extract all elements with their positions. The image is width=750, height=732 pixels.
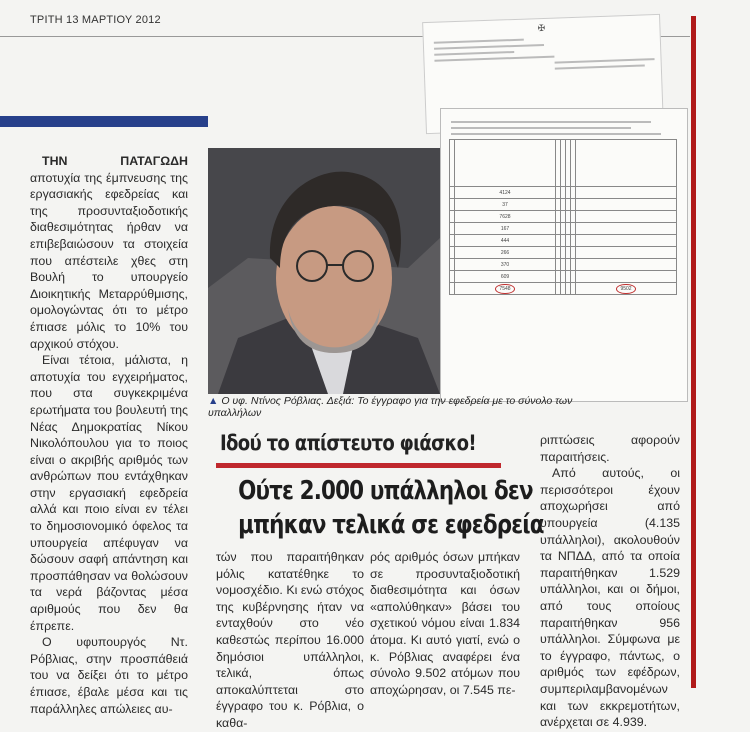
document-table: 4124 37 7628 167 444 266 370 609 7548 9502 (449, 139, 677, 295)
photo-caption: ▲ Ο υφ. Ντίνος Ρόβλιας. Δεξιά: Το έγγραφο για την εφεδρεία με το σύνολο των υπαλλήλων (208, 395, 573, 419)
paragraph-2: Είναι τέτοια, μάλιστα, η αποτυχία του εγχειρήματος, που στα συγκεκριμένα ερωτήματα του βουλευτή της Νέας Δημοκρατίας Νίκου Νικολόπουλου για το ποιος είναι ο ακριβής αριθμός των ανθρώπων που εντάχθηκαν στην εργασιακή εφεδρεία αλλά και ποιο είναι εν τέλει το δημοσιονομικό όφελος τα υπουργεία απέφυγαν να δώσουν σαφή απάντηση και προσπάθησαν να θολώσουν τα νερά βάζοντας μέσα αριθμούς που δεν θα έπρεπε. (30, 353, 188, 633)
page-edge-bar (691, 16, 696, 688)
article-column-1 (30, 153, 188, 717)
section-bar (0, 116, 208, 127)
portrait-photo (208, 148, 440, 394)
article-column-3: ρός αριθμός όσων μπήκαν σε προσυνταξιοδοτική διαθεσιμότητα και όσων «απολύθηκαν» βάσει του σχετικού νόμου είναι 1.834 άτομα. Κι αυτό γιατί, ενώ ο κ. Ρόβλιας αναφέρει ένα σύνολο 9.502 ατόμων που αποχώρησαν, οι 7.545 πε- (370, 550, 520, 697)
issue-date: ΤΡΙΤΗ 13 ΜΑΡΤΙΟΥ 2012 (30, 14, 161, 26)
article-column-2: τών που παραιτήθηκαν μόλις κατατέθηκε το νομοσχέδιο. Κι ενώ στόχος της κυβέρνησης ήταν να ενταχθούν στο νέο καθεστώς περίπου 16.000 δημόσιοι υπάλληλοι, τελικά, όπως αποκαλύπτεται στο έγγραφο του κ. Ρόβλια, ο καθα- (216, 550, 364, 730)
paragraph-1: ΤΗΝ ΠΑΤΑΓΩΔΗ αποτυχία της έμπνευσης της εργασιακής εφεδρείας και της προσυνταξιοδοτικής διαθεσιμότητας ήρθαν να επιβεβαιώσουν τα στοιχεία που απέστειλε χθες στη Βουλή το υπουργείο Διοικητικής Μεταρρύθμισης, ομολογώντας ότι το μέτρο έπιασε μόλις το 10% του αρχικού στόχου. (30, 154, 188, 351)
article-column-4: ριπτώσεις αφορούν παραιτήσεις. Από αυτούς, οι περισσότεροι έχουν αποχωρήσει από υπουργεία (4.135 υπάλληλοι), ακολουθούν τα ΝΠΔΔ, από τα οποία παραιτήθηκαν 1.529 υπάλληλοι, και οι δήμοι, από τους οποίους παραιτήθηκαν 956 υπάλληλοι. Σύμφωνα με το έγγραφο, πάντως, ο αριθμός των εφέδρων, συμπεριλαμβανομένων και των εκκρεμοτήτων, ανέρχεται σε 4.939. (540, 433, 680, 730)
paragraph-3: Ο υφυπουργός Ντ. Ρόβλιας, στην προσπάθειά του να δείξει ότι το μέτρο έπιασε, έβαλε μέσα και τις παράλληλες απώλειες αυ- (30, 635, 188, 716)
kicker-underline (216, 463, 501, 468)
circled-value: 7548 (495, 284, 514, 294)
circled-total: 9502 (616, 284, 635, 294)
portrait-illustration (208, 148, 440, 394)
caption-triangle-icon: ▲ (208, 395, 219, 407)
headline: Ούτε 2.000 υπάλληλοι δεν μπήκαν τελικά σε εφεδρεία (238, 476, 544, 540)
emblem-icon: ✠ (537, 22, 546, 34)
kicker-title: Ιδού το απίστευτο φιάσκο! (220, 431, 476, 455)
document-table-page (440, 108, 688, 402)
